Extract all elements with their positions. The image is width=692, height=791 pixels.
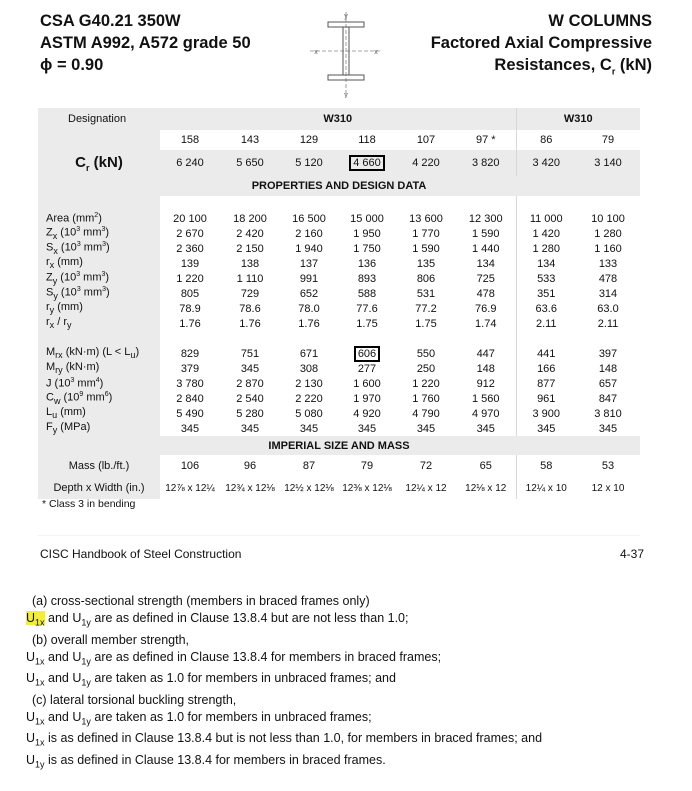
note-b-title: (b) overall member strength,: [32, 632, 190, 647]
cell: 5 490: [176, 407, 204, 420]
note-c-line2: $U_{1x}$ is as defined in Clause 13.8.4 but is not less than 1.0, for members in braced frames; and: [26, 731, 543, 748]
cell: 2 160: [295, 227, 323, 240]
mass-designation: 97 *: [475, 134, 496, 146]
cell: 345: [299, 422, 319, 435]
cell: 136: [357, 257, 377, 270]
divider: [38, 535, 640, 536]
cell: 447: [476, 347, 495, 360]
axis-y-bottom: y: [344, 92, 348, 98]
cell: 2 360: [176, 242, 204, 255]
table-row: [38, 301, 640, 316]
steel-grade-astm: ASTM A992, A572 grade 50: [40, 34, 251, 52]
note-c-line1: $U_{1x}$ and $U_{1y}$ are taken as 1.0 for members in unbraced frames;: [26, 709, 372, 726]
note-c-line3: $U_{1y}$ is as defined in Clause 13.8.4 for members in braced frames.: [26, 752, 386, 769]
table-title-line3: Resistances, $C_r$ (kN): [494, 56, 652, 77]
cell: 148: [598, 362, 618, 375]
cell: 78.0: [298, 302, 320, 315]
cell: 4 920: [353, 407, 381, 420]
cell: 1 280: [516, 241, 576, 256]
mass-designation: 158: [180, 134, 200, 146]
cell: 12 300: [468, 212, 503, 225]
table-title-line2: Factored Axial Compressive: [430, 34, 652, 52]
cell: 58: [516, 455, 576, 477]
cell: 806: [416, 272, 436, 285]
cell: 1 770: [412, 227, 440, 240]
steel-grade-csa: CSA G40.21 350W: [40, 12, 181, 30]
row-label: $L_u$ (mm): [38, 406, 160, 421]
cell: 166: [516, 361, 576, 376]
cell: 1 760: [412, 392, 440, 405]
table-title-line1: W COLUMNS: [548, 12, 652, 30]
cell: 345: [598, 422, 618, 435]
cell: 18 200: [233, 212, 267, 225]
cell: 991: [299, 272, 319, 285]
cell: 1.76: [239, 317, 261, 330]
mass-designation: 107: [416, 134, 436, 146]
cell: 134: [476, 257, 495, 270]
w-columns-table: [38, 108, 640, 499]
cell: 63.0: [597, 302, 619, 315]
cell: 20 100: [173, 212, 207, 225]
cell: 77.2: [415, 302, 437, 315]
note-b-line2: $U_{1x}$ and $U_{1y}$ are taken as 1.0 for members in unbraced frames; and: [26, 671, 396, 688]
cell: 533: [516, 271, 576, 286]
note-c-title: (c) lateral torsional buckling strength,: [32, 692, 237, 707]
row-label: Mass (lb./ft.): [38, 455, 160, 477]
cell: 135: [416, 257, 436, 270]
cell: 751: [240, 347, 260, 360]
cell: 397: [598, 347, 618, 360]
cell: 79: [360, 460, 374, 472]
cell: 652: [299, 287, 319, 300]
cr-value: 3 420: [516, 150, 576, 176]
cell: 16 500: [292, 212, 326, 225]
cell: 138: [240, 257, 260, 270]
cell: 1.74: [475, 317, 497, 330]
cell: 78.9: [179, 302, 201, 315]
cell: 137: [299, 257, 319, 270]
table-row: [38, 226, 640, 241]
note-b-line1: $U_{1x}$ and $U_{1y}$ are as defined in Clause 13.8.4 for members in braced frames;: [26, 649, 442, 666]
cr-value-highlighted: 4 660: [338, 150, 396, 176]
cell: 13 600: [409, 212, 443, 225]
cell: 12⅞ x 12¼: [165, 482, 215, 494]
cell: 250: [416, 362, 436, 375]
cell: 2 540: [236, 392, 264, 405]
cell: 671: [299, 347, 319, 360]
cell: 15 000: [350, 212, 384, 225]
cell: 877: [516, 376, 576, 391]
cell: 76.9: [475, 302, 497, 315]
cell: 1 970: [353, 392, 381, 405]
cell: 1 750: [353, 242, 381, 255]
cell: 2 420: [236, 227, 264, 240]
cr-value: 5 650: [236, 157, 264, 169]
cell: 2 130: [295, 377, 323, 390]
cell: 2.11: [597, 317, 619, 330]
cell: 106: [180, 460, 200, 472]
cell: 53: [601, 460, 615, 472]
axis-y-top: y: [344, 13, 348, 20]
table-row: [38, 346, 640, 361]
cell: 87: [302, 460, 316, 472]
cell: 2 150: [236, 242, 264, 255]
cell: 805: [180, 287, 200, 300]
cell: 961: [516, 391, 576, 406]
table-row: [38, 286, 640, 301]
cell: 63.6: [516, 301, 576, 316]
imperial-section-title: IMPERIAL SIZE AND MASS: [268, 439, 410, 452]
cell: 2 670: [176, 227, 204, 240]
cell: 4 970: [471, 407, 500, 420]
cell: 588: [357, 287, 377, 300]
table-row: [38, 271, 640, 286]
cell: 314: [598, 287, 618, 300]
properties-section-title: PROPERTIES AND DESIGN DATA: [251, 180, 427, 192]
row-label: $S_y$ ($10^3$ $mm^3$): [38, 286, 160, 301]
cell-highlighted: 606: [338, 346, 396, 361]
cell: 2 840: [176, 392, 204, 405]
row-label: $C_w$ ($10^9$ $mm^6$): [38, 391, 160, 406]
row-label: $F_y$ (MPa): [38, 421, 160, 436]
cell: 351: [516, 286, 576, 301]
i-beam-section-icon: [306, 8, 386, 98]
resistance-factor: ϕ = 0.90: [40, 56, 104, 74]
cell: 345: [476, 422, 495, 435]
cell: 531: [416, 287, 436, 300]
cell: 3 780: [176, 377, 204, 390]
cell: 829: [180, 347, 200, 360]
handbook-title: CISC Handbook of Steel Construction: [40, 547, 242, 561]
cell: 1 560: [471, 392, 500, 405]
cell: 1 220: [412, 377, 440, 390]
cell: 139: [180, 257, 200, 270]
cell: 3 810: [594, 407, 622, 420]
cell: 1 950: [353, 227, 381, 240]
cell: 1 940: [295, 242, 323, 255]
cell: 441: [516, 346, 576, 361]
cell: 379: [180, 362, 200, 375]
row-label: Area $(mm^2)$: [38, 211, 160, 226]
cell: 12⅛ x 12: [465, 482, 507, 494]
mass-designation: 79: [601, 134, 615, 146]
cell: 10 100: [591, 212, 625, 225]
note-a-line1: $U_{1x}$ and $U_{1y}$ are as defined in Clause 13.8.4 but are not less than 1.0;: [26, 611, 409, 628]
group-header-2: W310: [516, 108, 640, 130]
cell: 72: [419, 460, 433, 472]
cell: 345: [357, 422, 377, 435]
cell: 148: [476, 362, 495, 375]
cr-value: 6 240: [176, 157, 204, 169]
class3-footnote: * Class 3 in bending: [42, 498, 136, 510]
designation-label: Designation: [68, 113, 127, 125]
cell: 345: [180, 422, 200, 435]
cell: 1.76: [179, 317, 201, 330]
axis-x-left: x: [314, 49, 318, 56]
table-row: [38, 376, 640, 391]
cell: 65: [479, 460, 492, 472]
cell: 5 280: [236, 407, 264, 420]
cell: 478: [476, 287, 495, 300]
cell: 12¾ x 12⅛: [225, 482, 275, 494]
cr-value: 3 820: [471, 157, 500, 169]
cell: 893: [357, 272, 377, 285]
mass-designation: 118: [358, 134, 376, 146]
cr-value: 4 220: [412, 157, 440, 169]
cell: 725: [476, 272, 495, 285]
cell: 1 280: [594, 227, 622, 240]
table-row: [38, 477, 640, 499]
cell: 134: [516, 256, 576, 271]
cell: 308: [299, 362, 319, 375]
table-row: [38, 256, 640, 271]
cell: 478: [598, 272, 618, 285]
row-label: J ($10^3$ $mm^4$): [38, 376, 160, 391]
row-label: $S_x$ ($10^3$ $mm^3$): [38, 241, 160, 256]
cell: 1.75: [415, 317, 437, 330]
group-header-1: W310: [323, 113, 353, 125]
row-label: $r_x / r_y$: [38, 316, 160, 331]
cell: 345: [240, 362, 260, 375]
cell: 729: [240, 287, 260, 300]
cell: 12½ x 12⅛: [284, 482, 334, 494]
cell: 657: [598, 377, 618, 390]
cell: 1 160: [594, 242, 622, 255]
cell: 77.6: [356, 302, 378, 315]
cell: 2 870: [236, 377, 264, 390]
cell: 1 110: [236, 272, 264, 285]
cell: 5 080: [295, 407, 323, 420]
mass-designation: 129: [299, 134, 319, 146]
page-number: 4-37: [619, 547, 644, 561]
row-label: $M_{ry}$ (kN·m): [38, 361, 160, 376]
cell: 96: [243, 460, 257, 472]
cell: 2.11: [516, 316, 576, 331]
spec-header: [40, 10, 251, 76]
table-row: [38, 211, 640, 226]
table-row: [38, 316, 640, 331]
table-row: [38, 361, 640, 376]
table-row: [38, 406, 640, 421]
axis-x-right: x: [374, 49, 378, 56]
cell: 1 420: [516, 226, 576, 241]
row-label: $Z_y$ ($10^3$ $mm^3$): [38, 271, 160, 286]
cr-label: $C_r$ (kN): [75, 153, 123, 173]
row-label: $r_y$ (mm): [38, 301, 160, 316]
table-row: [38, 241, 640, 256]
table-row: [38, 391, 640, 406]
cell: 2 220: [295, 392, 323, 405]
row-label: Depth x Width (in.): [38, 477, 160, 499]
cell: 1.75: [356, 317, 378, 330]
cell: 11 000: [516, 211, 576, 226]
cr-value: 3 140: [594, 157, 622, 169]
cell: 1.76: [298, 317, 320, 330]
cell: 12¼ x 12: [405, 482, 447, 494]
cell: 912: [476, 377, 495, 390]
cell: 345: [516, 421, 576, 436]
mass-designation: 143: [240, 134, 260, 146]
row-label: $M_{rx}$ (kN·m) $(L < L_u)$: [38, 346, 160, 361]
cell: 847: [598, 392, 618, 405]
cell: 345: [240, 422, 260, 435]
table-row: [38, 421, 640, 436]
cell: 133: [598, 257, 618, 270]
cell: 550: [416, 347, 436, 360]
cr-value: 5 120: [295, 157, 323, 169]
cell: 1 590: [471, 227, 500, 240]
cell: 12¼ x 10: [516, 477, 576, 499]
cell: 3 900: [516, 406, 576, 421]
cell: 277: [357, 362, 377, 375]
table-row: [38, 455, 640, 477]
cell: 1 590: [412, 242, 440, 255]
cell: 345: [416, 422, 436, 435]
cell: 1 600: [353, 377, 381, 390]
cell: 12⅜ x 12⅛: [342, 482, 392, 494]
row-label: $r_x$ (mm): [38, 256, 160, 271]
note-a-title: (a) cross-sectional strength (members in braced frames only): [32, 594, 370, 608]
clause-notes: [26, 593, 666, 773]
cell: 4 790: [412, 407, 440, 420]
cell: 1 440: [471, 242, 500, 255]
row-label: $Z_x$ ($10^3$ $mm^3$): [38, 226, 160, 241]
table-title: [431, 10, 652, 82]
cell: 78.6: [239, 302, 261, 315]
cell: 1 220: [176, 272, 204, 285]
mass-designation: 86: [516, 130, 576, 150]
cell: 12 x 10: [591, 482, 625, 494]
